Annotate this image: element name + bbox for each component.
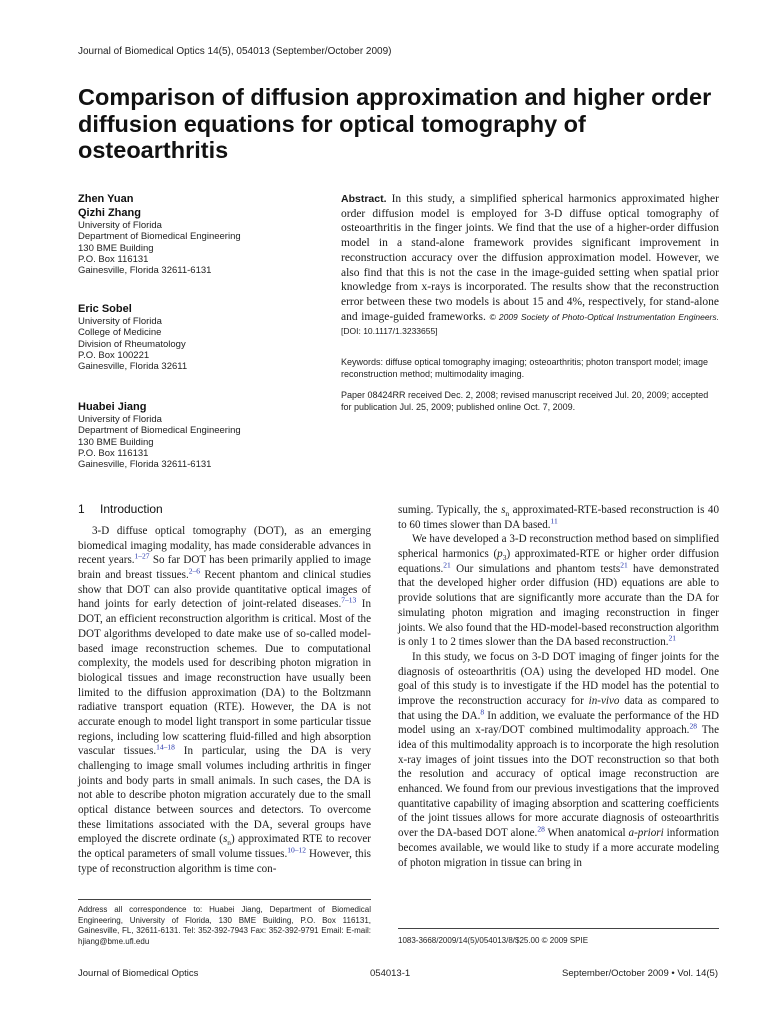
body-paragraph: suming. Typically, the $s_n$ approximated-RTE-based reconstruction is 40 to 60 times slower than DA based.$^{11}$ [398, 504, 719, 531]
body-column-left [78, 524, 371, 877]
affiliation-line: P.O. Box 100221 [78, 349, 150, 361]
abstract-text: In this study, a simplified spherical harmonics approximated higher order diffusion model is employed for 3-D diffuse optical tomography of osteoarthritis in the finger joints. We find that the use of a higher-order diffusion model in a stand-alone framework provides significant improvement in reconstruction accuracy over the diffusion approximation model. However, we also find that this is not the case in the image-guided setting when spatial prior knowledge from x-rays is incorporated. The results show that the reconstruction error between these two models is about 15 and 4%, respectively, for stand-alone and image-guided frameworks. [341, 193, 719, 323]
abstract-label: Abstract. [341, 193, 387, 205]
citation-link[interactable]: 28 [537, 824, 545, 834]
affiliation-line: University of Florida [78, 316, 162, 327]
italic-run: a-priori [628, 827, 664, 840]
author-name: Eric Sobel [78, 303, 132, 315]
footer-journal: Journal of Biomedical Optics [78, 968, 199, 979]
citation-link[interactable]: 11 [550, 516, 558, 525]
citation-link[interactable]: 7–13 [341, 595, 357, 605]
body-column-right [398, 503, 719, 870]
footer-issue: September/October 2009 • Vol. 14(5) [562, 968, 718, 979]
society-notice: © 2009 Society of Photo-Optical Instrumentation Engineers. [489, 311, 719, 322]
citation-link[interactable]: 28 [689, 721, 697, 731]
affiliation-line: Gainesville, Florida 32611 [78, 361, 188, 373]
subscript: 3 [502, 553, 507, 563]
citation-link[interactable]: 8 [480, 706, 485, 716]
author-block-2 [78, 302, 187, 372]
citation-link[interactable]: 21 [443, 560, 451, 570]
footer-page-number: 054013-1 [370, 968, 411, 979]
affiliation-line: P.O. Box 116131 [78, 447, 149, 459]
author-block-1 [78, 192, 241, 276]
affiliation-line: 130 BME Building [78, 242, 154, 254]
section-title: Introduction [100, 502, 163, 516]
journal-header: Journal of Biomedical Optics 14(5), 054013 (September/October 2009) [78, 46, 392, 57]
affiliation-line: Department of Biomedical Engineering [78, 425, 241, 437]
affiliation-line: 130 BME Building [78, 436, 154, 448]
affiliation-line: P.O. Box 116131 [78, 253, 149, 265]
abstract [341, 192, 719, 339]
citation-link[interactable]: 21 [620, 560, 628, 570]
author-name: Qizhi Zhang [78, 207, 141, 219]
section-heading [78, 502, 163, 516]
section-number: 1 [78, 502, 85, 516]
author-block-3 [78, 400, 241, 470]
citation-link[interactable]: 10–12 [287, 845, 306, 855]
author-name: Huabei Jiang [78, 401, 147, 413]
correspondence-footnote: Address all correspondence to: Huabei Jiang, Department of Biomedical Engineering, University of Florida, 130 BME Building, P.O. Box 116131, Gainesville, FL, 32611-6131. Tel: 352-392-7943 Fax: 352-392-9791 Email: E-mail: hjiang@bme.ufl.edu [78, 905, 371, 946]
affiliation-line: University of Florida [78, 220, 162, 231]
citation-link[interactable]: 2–6 [188, 566, 201, 576]
body-paragraph: In this study, we focus on 3-D DOT imaging of finger joints for the diagnosis of osteoarthritis (OA) using the developed HD model. One goal of this study is to investigate if the HD model has the potential to improve the reconstruction accuracy for in-vivo data as compared to that using the DA.$^8$ In addition, we evaluate the performance of the HD model using an x-ray/DOT combined multimodality approach.$^{28}$ The idea of this multimodality approach is to incorporate the high resolution x-ray images of joint tissues into the DOT reconstruction so that both the resolution and accuracy of optical image reconstruction are enhanced. We found from our previous investigations that the improved quantitative capability of imaging absorption and scattering coefficients of the joint tissues allows for more accurate diagnosis of osteoarthritis over the DA-based DOT alone.$^{28}$ When anatomical a-priori information becomes available, we would like to study if a more accurate modeling of photon migration in tissue can bring in [398, 650, 719, 869]
subscript: n [227, 838, 232, 848]
subscript: n [505, 509, 510, 519]
author-name: Zhen Yuan [78, 193, 134, 205]
footnote-rule [78, 899, 371, 900]
italic-run: in-vivo [588, 694, 620, 707]
affiliation-line: Gainesville, Florida 32611-6131 [78, 459, 212, 471]
affiliation-line: College of Medicine [78, 327, 162, 339]
article-title: Comparison of diffusion approximation and higher order diffusion equations for optical tomography of osteoarthritis [78, 84, 712, 163]
citation-link[interactable]: 1–27 [134, 551, 150, 561]
body-paragraph: 3-D diffuse optical tomography (DOT), as an emerging biomedical imaging modality, has made considerable advances in recent years.$^{1-27}$ So far DOT has been primarily applied to image brain and breast tissues.$^{2-6}$ Recent phantom and clinical studies show that DOT can also provide quantitative optical images of hand joints for early detection of joint-related diseases.$^{7-13}$ In DOT, an efficient reconstruction algorithm is critical. Most of the DOT algorithms developed to date make use of so-called model-based image reconstruction schemes. Due to computational complexity, the models used for describing photon migration in biological tissues and image reconstruction have usually been limited to the diffusion approximation (DA) to the Boltzmann radiative transport equation (RTE). However, the DA is not accurate enough to model light transport in some particular tissue regions, including low scattering fluid-filled and high absorption vascular tissues.$^{14-18}$ In particular, using the DA is very challenging to image small volumes including arthritis in finger joints and body parts in small animals. In such cases, the DA is not able to describe photon migration accurately due to the small optical distance between sources and detectors. To overcome these limitations associated with the DA, several groups have employed the discrete ordinate $(s_n)$ approximated RTE to recover the optical parameters of small volume tissues.$^{10-12}$ However, this type of reconstruction algorithm is time con- [78, 525, 372, 875]
citation-link[interactable]: 14–18 [156, 742, 175, 752]
citation-link[interactable]: 21 [668, 633, 677, 643]
affiliation-line: University of Florida [78, 414, 162, 425]
italic-run: s [501, 504, 506, 516]
italic-run: s [222, 833, 228, 846]
body-paragraph: We have developed a 3-D reconstruction method based on simplified spherical harmonics $(p_3)$ approximated-RTE or higher order diffusion equations.$^{21}$ Our simulations and phantom tests$^{21}$ have demonstrated that the developed higher order diffusion (HD) equations are able to provide solutions that are significantly more accurate than the DA for simulating photon migration and imaging reconstruction in finger joints. We also found that the HD-model-based reconstruction algorithm is only 1 to 2 times slower than the DA based reconstruction.$^{21}$ [398, 533, 719, 649]
affiliation-line: Gainesville, Florida 32611-6131 [78, 265, 212, 277]
affiliation-line: Department of Biomedical Engineering [78, 231, 241, 243]
copyright-line: 1083-3668/2009/14(5)/054013/8/$25.00 © 2009 SPIE [398, 936, 589, 945]
copyright-rule [398, 928, 719, 929]
italic-run: p [497, 548, 503, 561]
doi[interactable]: [DOI: 10.1117/1.3233655] [341, 326, 438, 337]
affiliation-line: Division of Rheumatology [78, 338, 186, 350]
paper-dates: Paper 08424RR received Dec. 2, 2008; revised manuscript received Jul. 20, 2009; accepted for publication Jul. 25, 2009; published online Oct. 7, 2009. [341, 390, 709, 412]
keywords: Keywords: diffuse optical tomography imaging; osteoarthritis; photon transport model; image reconstruction method; multimodality imaging. [341, 357, 709, 380]
